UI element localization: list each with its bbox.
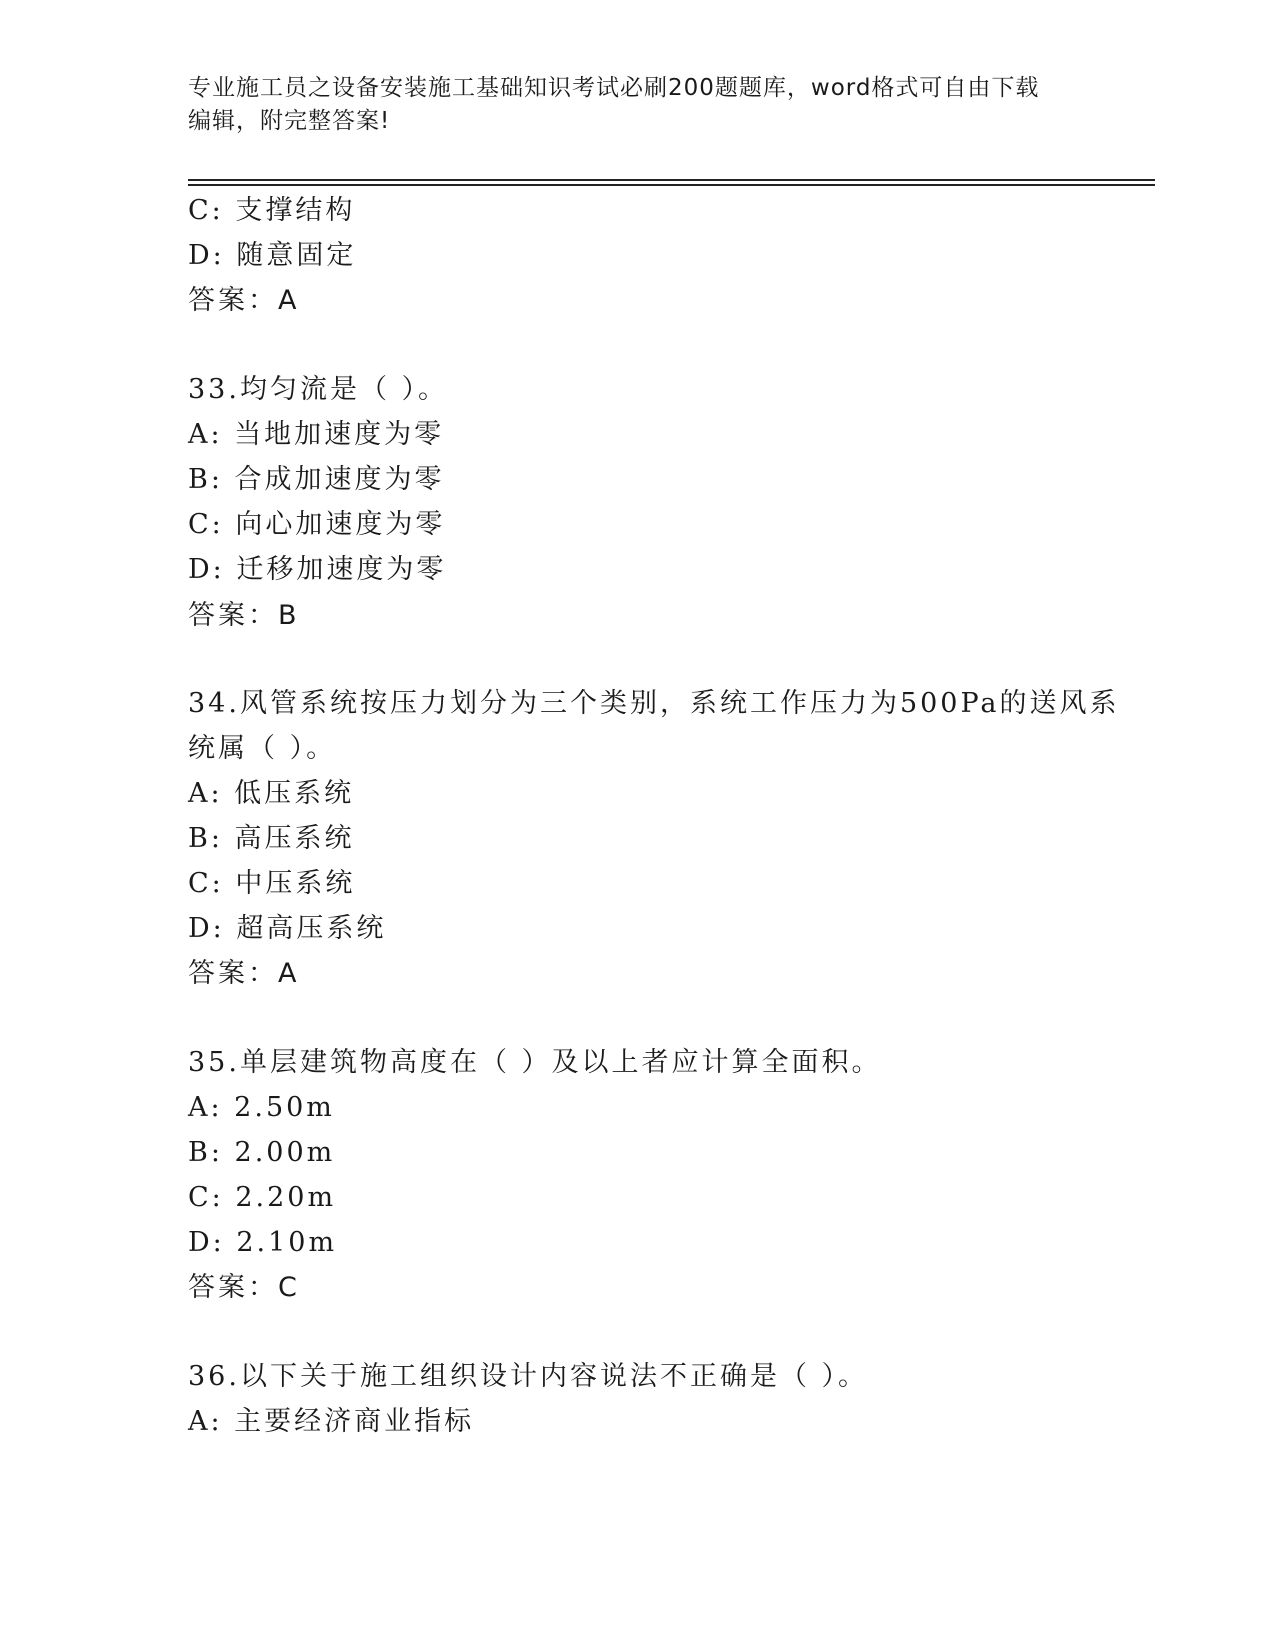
option-a: A: 低压系统 <box>188 778 355 809</box>
option-c: C: 支撑结构 <box>188 195 356 226</box>
question-33: 33.均匀流是（ ）。 <box>188 374 449 405</box>
option-d: D: 随意固定 <box>188 240 357 271</box>
option-a: A: 当地加速度为零 <box>188 419 445 450</box>
question-35: 35.单层建筑物高度在（ ）及以上者应计算全面积。 <box>188 1047 882 1078</box>
option-d: D: 迁移加速度为零 <box>188 554 447 585</box>
header-rule-bottom <box>188 184 1155 186</box>
answer-line: 答案：A <box>188 958 300 989</box>
question-36: 36.以下关于施工组织设计内容说法不正确是（ ）。 <box>188 1361 869 1392</box>
option-c: C: 中压系统 <box>188 868 356 899</box>
option-b: B: 合成加速度为零 <box>188 464 445 495</box>
header-line-2: 编辑，附完整答案! <box>188 108 391 134</box>
option-d: D: 2.10m <box>188 1227 338 1258</box>
answer-line: 答案：A <box>188 285 300 316</box>
option-b: B: 2.00m <box>188 1137 336 1168</box>
question-34: 34.风管系统按压力划分为三个类别，系统工作压力为500Pa的送风系 <box>188 688 1120 719</box>
option-b: B: 高压系统 <box>188 823 355 854</box>
option-c: C: 2.20m <box>188 1182 337 1213</box>
document-header <box>188 72 1088 138</box>
answer-line: 答案：C <box>188 1272 300 1303</box>
option-c: C: 向心加速度为零 <box>188 509 446 540</box>
option-a: A: 主要经济商业指标 <box>188 1406 475 1437</box>
option-a: A: 2.50m <box>188 1092 335 1123</box>
answer-line: 答案：B <box>188 600 300 631</box>
header-line-1: 专业施工员之设备安装施工基础知识考试必刷200题题库，word格式可自由下载 <box>188 75 1040 101</box>
question-34-continued: 统属（ ）。 <box>188 733 337 764</box>
option-d: D: 超高压系统 <box>188 913 387 944</box>
header-rule-top <box>188 179 1155 181</box>
